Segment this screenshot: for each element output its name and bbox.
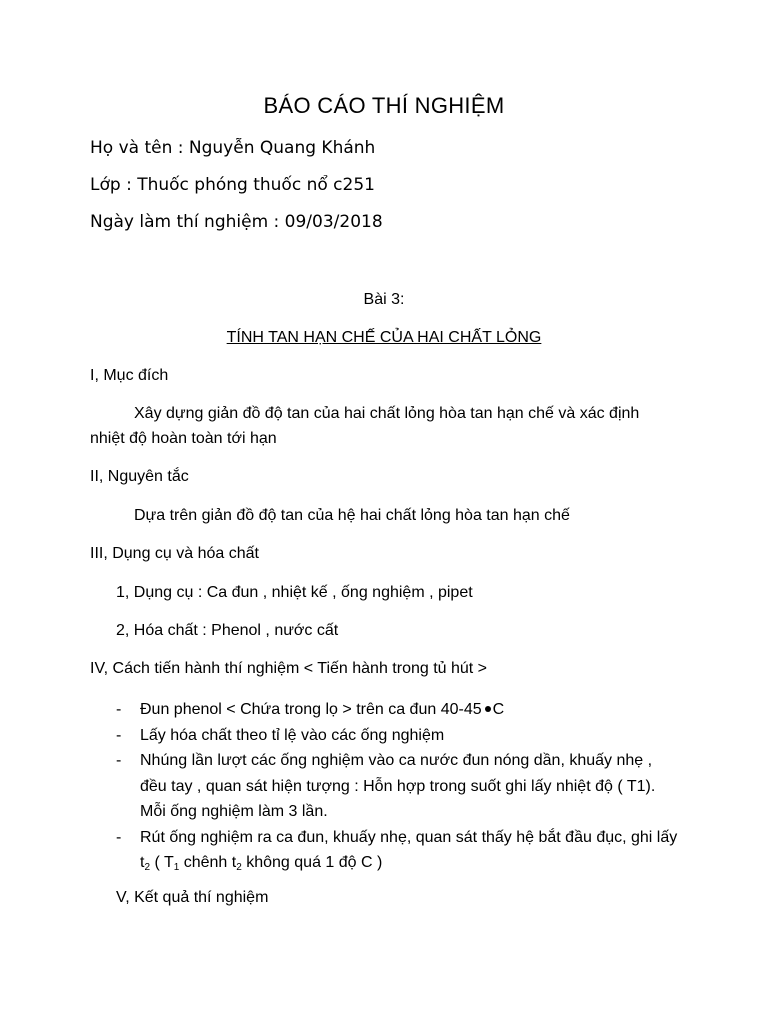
equipment-tools: 1, Dụng cụ : Ca đun , nhiệt kế , ống nghiệm , pipet <box>116 584 473 601</box>
student-name: Họ và tên : Nguyễn Quang Khánh <box>90 138 376 158</box>
step3-line1: Nhúng lần lượt các ống nghiệm vào ca nước đun nóng dần, khuấy nhẹ , <box>140 752 653 769</box>
report-title: BÁO CÁO THÍ NGHIỆM <box>263 93 505 118</box>
step1-unit: C <box>492 701 505 718</box>
lesson-title-wrap <box>0 329 768 347</box>
step3-line3: Mỗi ống nghiệm làm 3 lần. <box>140 803 328 820</box>
results-heading: V, Kết quả thí nghiệm <box>116 889 269 906</box>
list-dash: - <box>116 726 122 744</box>
step4-line1: Rút ống nghiệm ra ca đun, khuấy nhẹ, quan sát thấy hệ bắt đầu đục, ghi lấy <box>140 828 678 846</box>
purpose-heading: I, Mục đích <box>90 367 169 384</box>
experiment-date: Ngày làm thí nghiệm : 09/03/2018 <box>90 212 383 232</box>
list-item <box>116 825 716 881</box>
principle-heading: II, Nguyên tắc <box>90 468 189 485</box>
list-item <box>116 723 716 749</box>
step4-sub-2b: 2 <box>236 862 242 873</box>
step4-end: không quá 1 độ C ) <box>241 854 383 871</box>
degree-bullet-icon <box>485 706 491 712</box>
equipment-heading: III, Dụng cụ và hóa chất <box>90 545 259 562</box>
list-dash: - <box>116 828 122 846</box>
step4-open: ( T <box>150 854 174 871</box>
principle-text: Dựa trên giản đồ độ tan của hệ hai chất lỏng hòa tan hạn chế <box>134 507 570 524</box>
list-dash: - <box>116 752 122 769</box>
lesson-title: TÍNH TAN HẠN CHẾ CỦA HAI CHẤT LỎNG <box>226 329 542 346</box>
list-item <box>116 748 716 825</box>
lesson-label: Bài 3: <box>363 291 405 308</box>
purpose-text-line1: Xây dựng giản đồ độ tan của hai chất lỏng hòa tan hạn chế và xác định <box>134 405 640 422</box>
list-dash: - <box>116 701 122 718</box>
equipment-chemicals: 2, Hóa chất : Phenol , nước cất <box>116 622 339 639</box>
procedure-steps <box>116 697 716 881</box>
step1-text: Đun phenol < Chứa trong lọ > trên ca đun 40-45 <box>140 701 482 718</box>
step4-sub-2a: 2 <box>144 862 151 873</box>
procedure-heading: IV, Cách tiến hành thí nghiệm < Tiến hành trong tủ hút > <box>90 660 488 677</box>
step3-line2: đều tay , quan sát hiện tượng : Hỗn hợp trong suốt ghi lấy nhiệt độ ( T1). <box>140 777 656 795</box>
step4-t: t <box>140 854 145 871</box>
purpose-text-line2: nhiệt độ hoàn toàn tới hạn <box>90 430 277 447</box>
class-line: Lớp : Thuốc phóng thuốc nổ c251 <box>90 175 375 195</box>
list-item <box>116 697 716 723</box>
step4-mid: chênh t <box>179 854 237 871</box>
step4-sub-1: 1 <box>173 862 180 873</box>
step2-text: Lấy hóa chất theo tỉ lệ vào các ống nghiệm <box>140 726 445 744</box>
